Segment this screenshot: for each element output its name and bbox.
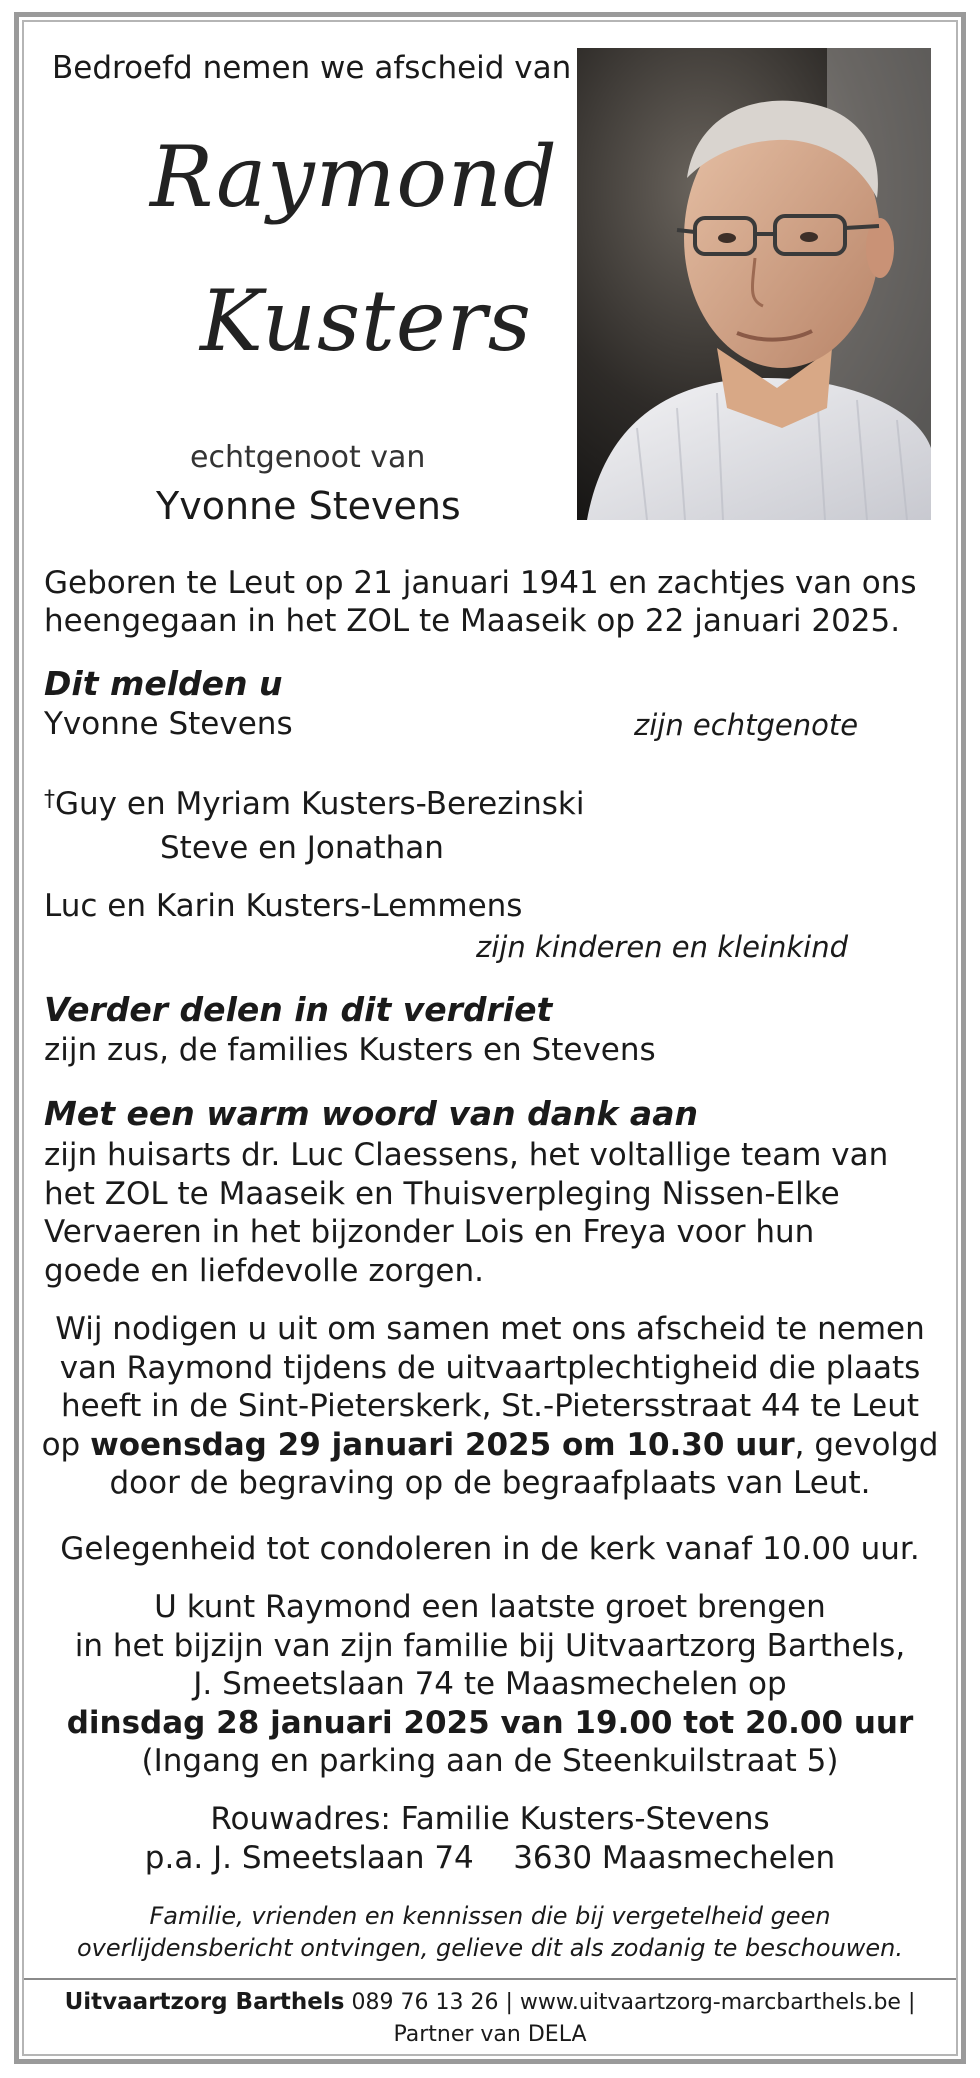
portrait-illustration <box>577 48 931 520</box>
visitation-date: dinsdag 28 januari 2025 van 19.00 tot 20.00 uur <box>66 1704 914 1741</box>
address-city: 3630 Maasmechelen <box>513 1839 836 1876</box>
visitation-text <box>24 1588 956 1781</box>
thanks-text <box>44 1136 888 1290</box>
thanks-line: zijn huisarts dr. Luc Claessens, het voltallige team van <box>44 1137 889 1173</box>
announce-grandchildren: Steve en Jonathan <box>160 830 444 866</box>
announce-heading: Dit melden u <box>44 664 283 703</box>
footer-partner: Partner van DELA <box>393 2022 587 2047</box>
address-line-2 <box>24 1839 956 1878</box>
footer-separator: | <box>505 1990 513 2015</box>
announce-children-role: zijn kinderen en kleinkind <box>476 930 848 964</box>
invite-line: heeft in de Sint-Pieterskerk, St.-Pietersstraat 44 te Leut <box>60 1388 920 1424</box>
address-line-1: Rouwadres: Familie Kusters-Stevens <box>210 1801 770 1837</box>
announce-child-1 <box>44 786 584 822</box>
notice-line: overlijdensbericht ontvingen, gelieve dit als zodanig te beschouwen. <box>76 1934 904 1962</box>
footer-divider <box>24 1978 956 1980</box>
birth-line-1: Geboren te Leut op 21 januari 1941 en zachtjes van ons <box>44 565 917 601</box>
condolence-line: Gelegenheid tot condoleren in de kerk vanaf 10.00 uur. <box>60 1531 920 1567</box>
footer-website: www.uitvaartzorg-marcbarthels.be <box>519 1990 901 2015</box>
footer-brand: Uitvaartzorg Barthels <box>64 1989 345 2015</box>
spouse-intro: echtgenoot van <box>190 440 426 475</box>
thanks-line: het ZOL te Maaseik en Thuisverpleging Nissen-Elke <box>44 1175 840 1212</box>
deceased-first-name: Raymond <box>150 128 558 226</box>
child-1-name: Guy en Myriam Kusters-Berezinski <box>55 786 585 822</box>
invite-line: Wij nodigen u uit om samen met ons afscheid te nemen <box>55 1311 925 1347</box>
visit-line: J. Smeetslaan 74 te Maasmechelen op <box>193 1666 787 1702</box>
condolence-text <box>24 1530 956 1569</box>
funeral-date: woensdag 29 januari 2025 om 10.30 uur <box>90 1426 795 1463</box>
footer-separator: | <box>907 1990 916 2015</box>
notice-text <box>24 1900 956 1964</box>
notice-line: Familie, vrienden en kennissen die bij vergetelheid geen <box>149 1902 831 1930</box>
birth-line-2: heengegaan in het ZOL te Maaseik op 22 januari 2025. <box>44 603 901 639</box>
sorrow-text: zijn zus, de families Kusters en Stevens <box>44 1032 656 1068</box>
spouse-name: Yvonne Stevens <box>156 484 461 528</box>
invite-line: door de begraving op de begraafplaats van Leut. <box>109 1465 871 1501</box>
mourning-address <box>24 1800 956 1877</box>
announce-child-2: Luc en Karin Kusters-Lemmens <box>44 888 523 924</box>
funeral-invitation <box>24 1310 956 1503</box>
cross-icon: † <box>44 787 55 812</box>
address-street: p.a. J. Smeetslaan 74 <box>144 1839 474 1876</box>
invite-pre: op <box>41 1426 91 1463</box>
invite-line <box>24 1426 956 1465</box>
announce-spouse: Yvonne Stevens <box>44 706 293 742</box>
deceased-last-name: Kusters <box>200 272 532 370</box>
announce-spouse-role: zijn echtgenote <box>634 708 859 742</box>
intro-text: Bedroefd nemen we afscheid van <box>52 50 572 86</box>
visit-line: (Ingang en parking aan de Steenkuilstraat 5) <box>141 1743 839 1779</box>
birth-and-death-text <box>44 564 917 640</box>
sorrow-heading: Verder delen in dit verdriet <box>44 990 553 1029</box>
portrait-photo <box>577 48 931 520</box>
thanks-line: Vervaeren in het bijzonder Lois en Freya voor hun <box>44 1214 815 1250</box>
invite-post: , gevolgd <box>794 1426 939 1463</box>
footer <box>24 1986 956 2051</box>
visit-line: U kunt Raymond een laatste groet brengen <box>154 1589 826 1625</box>
invite-line: van Raymond tijdens de uitvaartplechtigheid die plaats <box>59 1349 921 1386</box>
footer-phone: 089 76 13 26 <box>351 1990 499 2015</box>
visit-line: in het bijzijn van zijn familie bij Uitvaartzorg Barthels, <box>74 1627 906 1664</box>
thanks-line: goede en liefdevolle zorgen. <box>44 1252 485 1289</box>
footer-line-1 <box>24 1986 956 2019</box>
thanks-heading: Met een warm woord van dank aan <box>44 1094 698 1133</box>
